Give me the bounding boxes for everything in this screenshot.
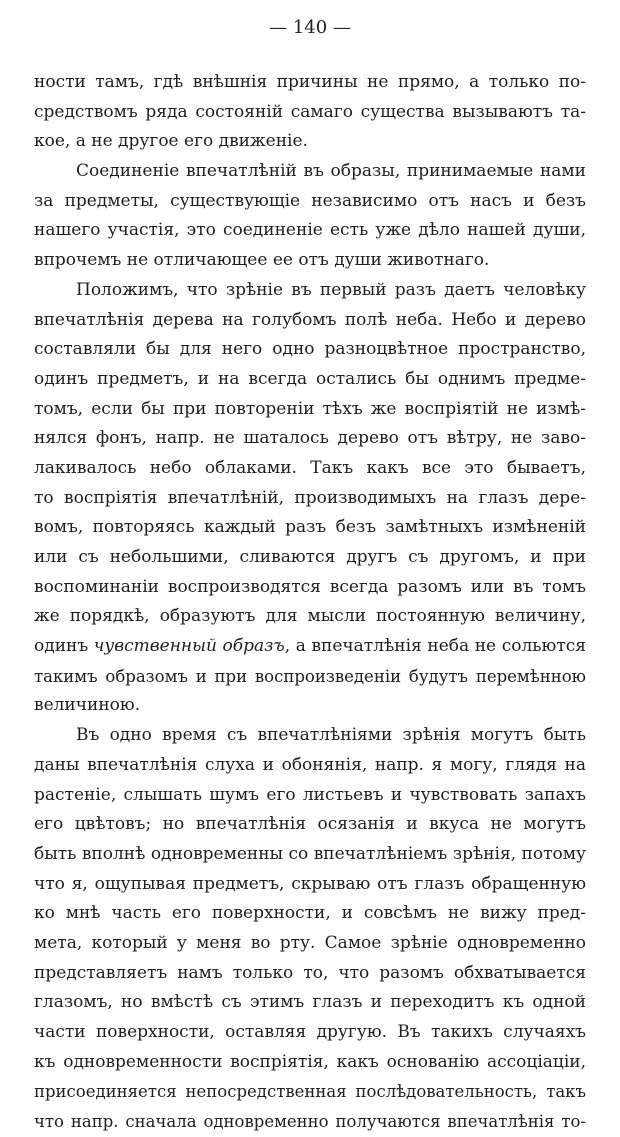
text-line: нялся фонъ, напр. не шаталось дерево отъ вѣтру, не заво- (34, 428, 586, 449)
text-line: части поверхности, оставляя другую. Въ такихъ случаяхъ (34, 1022, 586, 1042)
text-line: его цвѣтовъ; но впечатлѣнія осязанія и вкуса не могутъ (34, 814, 586, 835)
text-line: средствомъ ряда состояній самаго существа вызываютъ та- (34, 101, 586, 122)
text-line: растеніе, слышать шумъ его листьевъ и чувствовать запахъ (34, 784, 586, 805)
text-line: томъ, если бы при повтореніи тѣхъ же воспріятій не измѣ- (34, 398, 586, 419)
text-line: присоединяется непосредственная послѣдовательность, такъ (34, 1082, 586, 1102)
text-line: или съ небольшими, сливаются другъ съ другомъ, и при (34, 547, 586, 567)
text-line: представляетъ намъ только то, что разомъ обхватывается (34, 962, 586, 983)
text-line: величиною. (34, 695, 141, 716)
text-line: что напр. сначала одновременно получаются впечатлѣнія то- (34, 1112, 586, 1132)
text-line: что я, ощупывая предметъ, скрываю отъ глазъ обращенную (34, 873, 586, 894)
text-line: впрочемъ не отличающее ее отъ души животнаго. (34, 250, 490, 271)
italic-term: чувственный образъ (93, 636, 285, 657)
text-line: къ одновременности воспріятія, какъ основанію ассоціаціи, (34, 1051, 586, 1072)
text-line: Въ одно время съ впечатлѣніями зрѣнія могутъ быть (76, 725, 586, 746)
page-number: — 140 — (269, 17, 351, 38)
text-line: воспоминаніи воспроизводятся всегда разомъ или въ томъ (34, 576, 586, 597)
text-line (34, 632, 586, 662)
text-segment: , а впечатлѣнія неба не сольются (284, 636, 586, 657)
text-line: Положимъ, что зрѣніе въ первый разъ даетъ человѣку (76, 279, 586, 300)
text-line: впечатлѣнія дерева на голубомъ полѣ неба. Небо и дерево (34, 309, 586, 330)
text-line: даны впечатлѣнія слуха и обонянія, напр. я могу, глядя на (34, 754, 586, 775)
text-line: лакивалось небо облаками. Такъ какъ все это бываетъ, (34, 457, 586, 478)
text-line: то воспріятія впечатлѣній, производимыхъ на глазъ дере- (34, 487, 586, 508)
text-segment: одинъ (34, 636, 94, 657)
text-line: быть вполнѣ одновременны со впечатлѣніемъ зрѣнія, потому (34, 843, 586, 864)
text-line: Соединеніе впечатлѣній въ образы, принимаемые нами (76, 161, 586, 182)
text-line: одинъ предметъ, и на всегда остались бы однимъ предме- (34, 368, 586, 389)
text-line: ности тамъ, гдѣ внѣшнія причины не прямо, а только по- (34, 72, 586, 92)
text-line: глазомъ, но вмѣстѣ съ этимъ глазъ и переходитъ къ одной (34, 992, 586, 1013)
text-line: за предметы, существующіе независимо отъ насъ и безъ (34, 190, 586, 211)
text-line: ко мнѣ часть его поверхности, и совсѣмъ не вижу пред- (34, 903, 586, 924)
text-line: же порядкѣ, образуютъ для мысли постоянную величину, (34, 606, 586, 627)
text-line: мета, который у меня во рту. Самое зрѣніе одновременно (34, 932, 586, 953)
text-line: вомъ, повторяясь каждый разъ безъ замѣтныхъ измѣненій (34, 517, 586, 538)
text-line: составляли бы для него одно разноцвѣтное пространство, (34, 339, 586, 360)
text-line: кое, а не другое его движеніе. (34, 131, 308, 152)
text-line: нашего участія, это соединеніе есть уже дѣло нашей души, (34, 220, 586, 241)
text-line: такимъ образомъ и при воспроизведеніи будутъ перемѣнною (34, 666, 586, 686)
body-text (34, 68, 586, 1137)
